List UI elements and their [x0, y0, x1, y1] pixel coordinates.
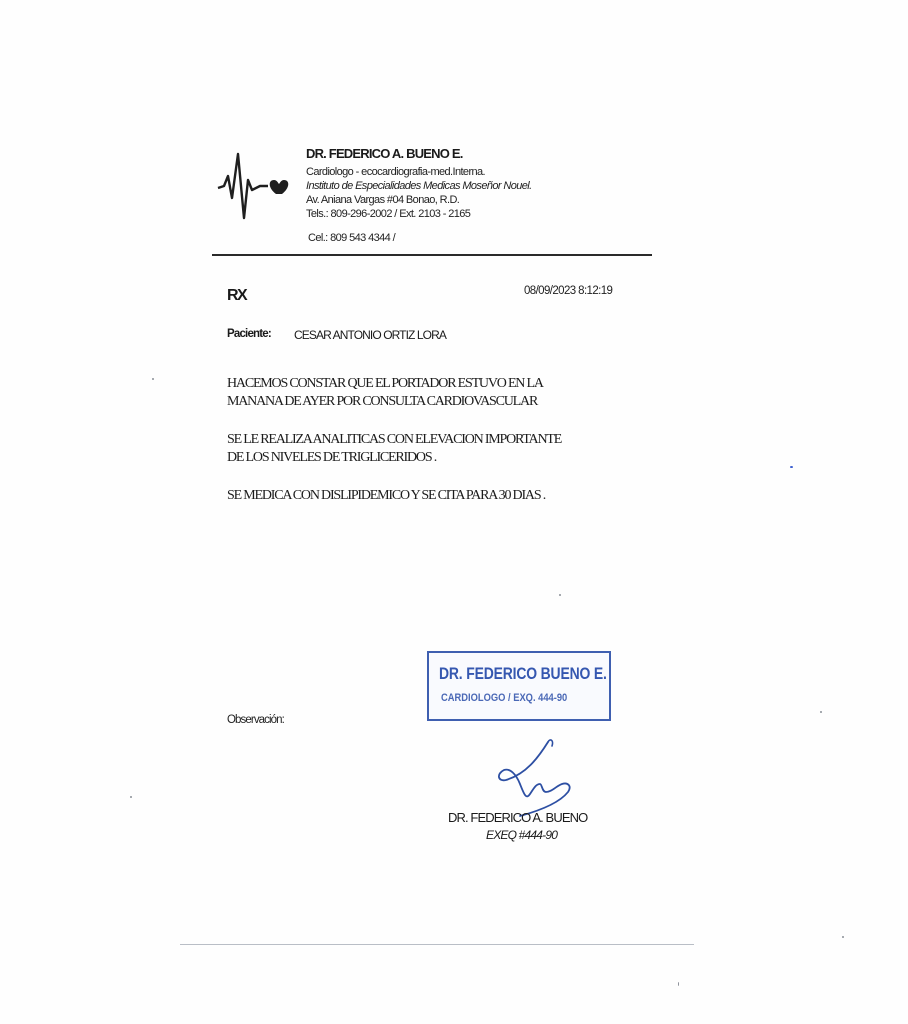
scan-speck [559, 594, 561, 596]
body-text-line: DE LOS NIVELES DE TRIGLICERIDOS . [227, 450, 437, 465]
clinic-phones: Tels.: 809-296-2002 / Ext. 2103 - 2165 [306, 208, 471, 220]
scan-speck [820, 711, 822, 713]
body-text-line: HACEMOS CONSTAR QUE EL PORTADOR ESTUVO EN LA [227, 376, 543, 391]
body-text-line: SE MEDICA CON DISLIPIDEMICO Y SE CITA PARA 30 DIAS . [227, 488, 546, 503]
stamp-doctor-name: DR. FEDERICO BUENO E. [439, 664, 607, 683]
heartbeat-heart-logo-icon [216, 146, 296, 222]
stamp-subtitle: CARDIOLOGO / EXQ. 444-90 [441, 692, 568, 704]
footer-divider [180, 944, 694, 945]
clinic-address: Av. Aniana Vargas #04 Bonao, R.D. [306, 194, 460, 206]
body-text-line: SE LE REALIZA ANALITICAS CON ELEVACION IMPORTANTE [227, 432, 562, 447]
scan-speck [678, 982, 679, 986]
observation-label: Observación: [227, 714, 284, 726]
header-divider [212, 254, 652, 256]
prescription-datetime: 08/09/2023 8:12:19 [524, 285, 613, 297]
doctor-name-heading: DR. FEDERICO A. BUENO E. [306, 146, 463, 161]
scan-speck [842, 936, 844, 938]
body-text-line: MANANA DE AYER POR CONSULTA CARDIOVASCULAR [227, 394, 538, 409]
cell-phone: Cel.: 809 543 4344 / [308, 232, 396, 244]
scan-speck [152, 378, 154, 380]
signer-name: DR. FEDERICO A. BUENO [448, 810, 588, 825]
doctor-specialty: Cardiologo - ecocardiografia-med.Interna. [306, 166, 486, 178]
institute-name: Instituto de Especialidades Medicas Moseñor Nouel. [306, 180, 532, 192]
patient-label: Paciente: [227, 328, 271, 340]
signer-exequatur: EXEQ #444-90 [486, 828, 558, 842]
rx-label: RX [227, 287, 247, 304]
scan-speck [790, 466, 793, 468]
doctor-stamp [427, 651, 611, 721]
scan-speck [130, 796, 132, 798]
patient-name: CESAR ANTONIO ORTIZ LORA [294, 328, 446, 342]
